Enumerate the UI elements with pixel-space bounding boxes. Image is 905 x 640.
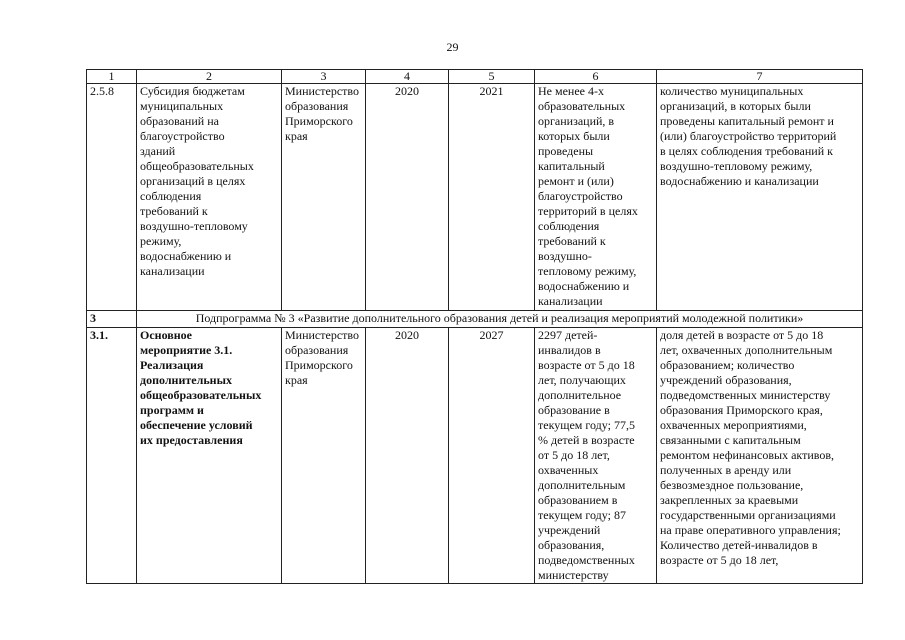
item-end-year: 2027 — [449, 328, 535, 584]
item-start-year: 2020 — [366, 328, 449, 584]
column-header: 1 — [87, 70, 137, 84]
item-executor: Министерство образования Приморского края — [282, 84, 366, 311]
column-header: 7 — [657, 70, 863, 84]
item-indicator: доля детей в возрасте от 5 до 18 лет, охваченных дополнительным образованием; количество учреждений образования, подведомственных министерству образования Приморского края, охваченных мероприятиями, связанными с капитальным ремонтом нефинансовых активов, полученных в аренду или безвозмездное пользование, закрепленных за краевыми государственными организациями на праве оперативного управления; Количество детей-инвалидов в возрасте от 5 до 18 лет, — [657, 328, 863, 584]
item-result: Не менее 4-х образовательных организаций, в которых были проведены капитальный ремонт и (или) благоустройство территорий в целях соблюдения требований к воздушно- тепловому режиму, водоснабжению и канализации — [535, 84, 657, 311]
table-row — [87, 328, 863, 584]
subprogram-number: 3 — [87, 311, 137, 328]
subprogram-title: Подпрограмма № 3 «Развитие дополнительного образования детей и реализация мероприятий молодежной политики» — [137, 311, 863, 328]
column-number-row — [87, 70, 863, 84]
page-number: 29 — [446, 40, 459, 54]
item-end-year: 2021 — [449, 84, 535, 311]
table-row — [87, 84, 863, 311]
item-result: 2297 детей- инвалидов в возрасте от 5 до 18 лет, получающих дополнительное образование в текущем году; 77,5 % детей в возрасте от 5 до 18 лет, охваченных дополнительным образованием в текущем году; 87 учреждений образования, подведомственных министерству — [535, 328, 657, 584]
column-header: 6 — [535, 70, 657, 84]
column-header: 2 — [137, 70, 282, 84]
column-header: 3 — [282, 70, 366, 84]
item-name: Субсидия бюджетам муниципальных образований на благоустройство зданий общеобразовательных организаций в целях соблюдения требований к воздушно-тепловому режиму, водоснабжению и канализации — [137, 84, 282, 311]
item-number: 2.5.8 — [87, 84, 137, 311]
item-indicator: количество муниципальных организаций, в которых были проведены капитальный ремонт и (или) благоустройство территорий в целях соблюдения требований к воздушно-тепловому режиму, водоснабжению и канализации — [657, 84, 863, 311]
column-header: 4 — [366, 70, 449, 84]
item-number: 3.1. — [87, 328, 137, 584]
item-start-year: 2020 — [366, 84, 449, 311]
item-executor: Министерство образования Приморского края — [282, 328, 366, 584]
program-table — [86, 69, 863, 584]
column-header: 5 — [449, 70, 535, 84]
subprogram-row — [87, 311, 863, 328]
item-name: Основное мероприятие 3.1. Реализация дополнительных общеобразовательных программ и обеспечение условий их предоставления — [137, 328, 282, 584]
